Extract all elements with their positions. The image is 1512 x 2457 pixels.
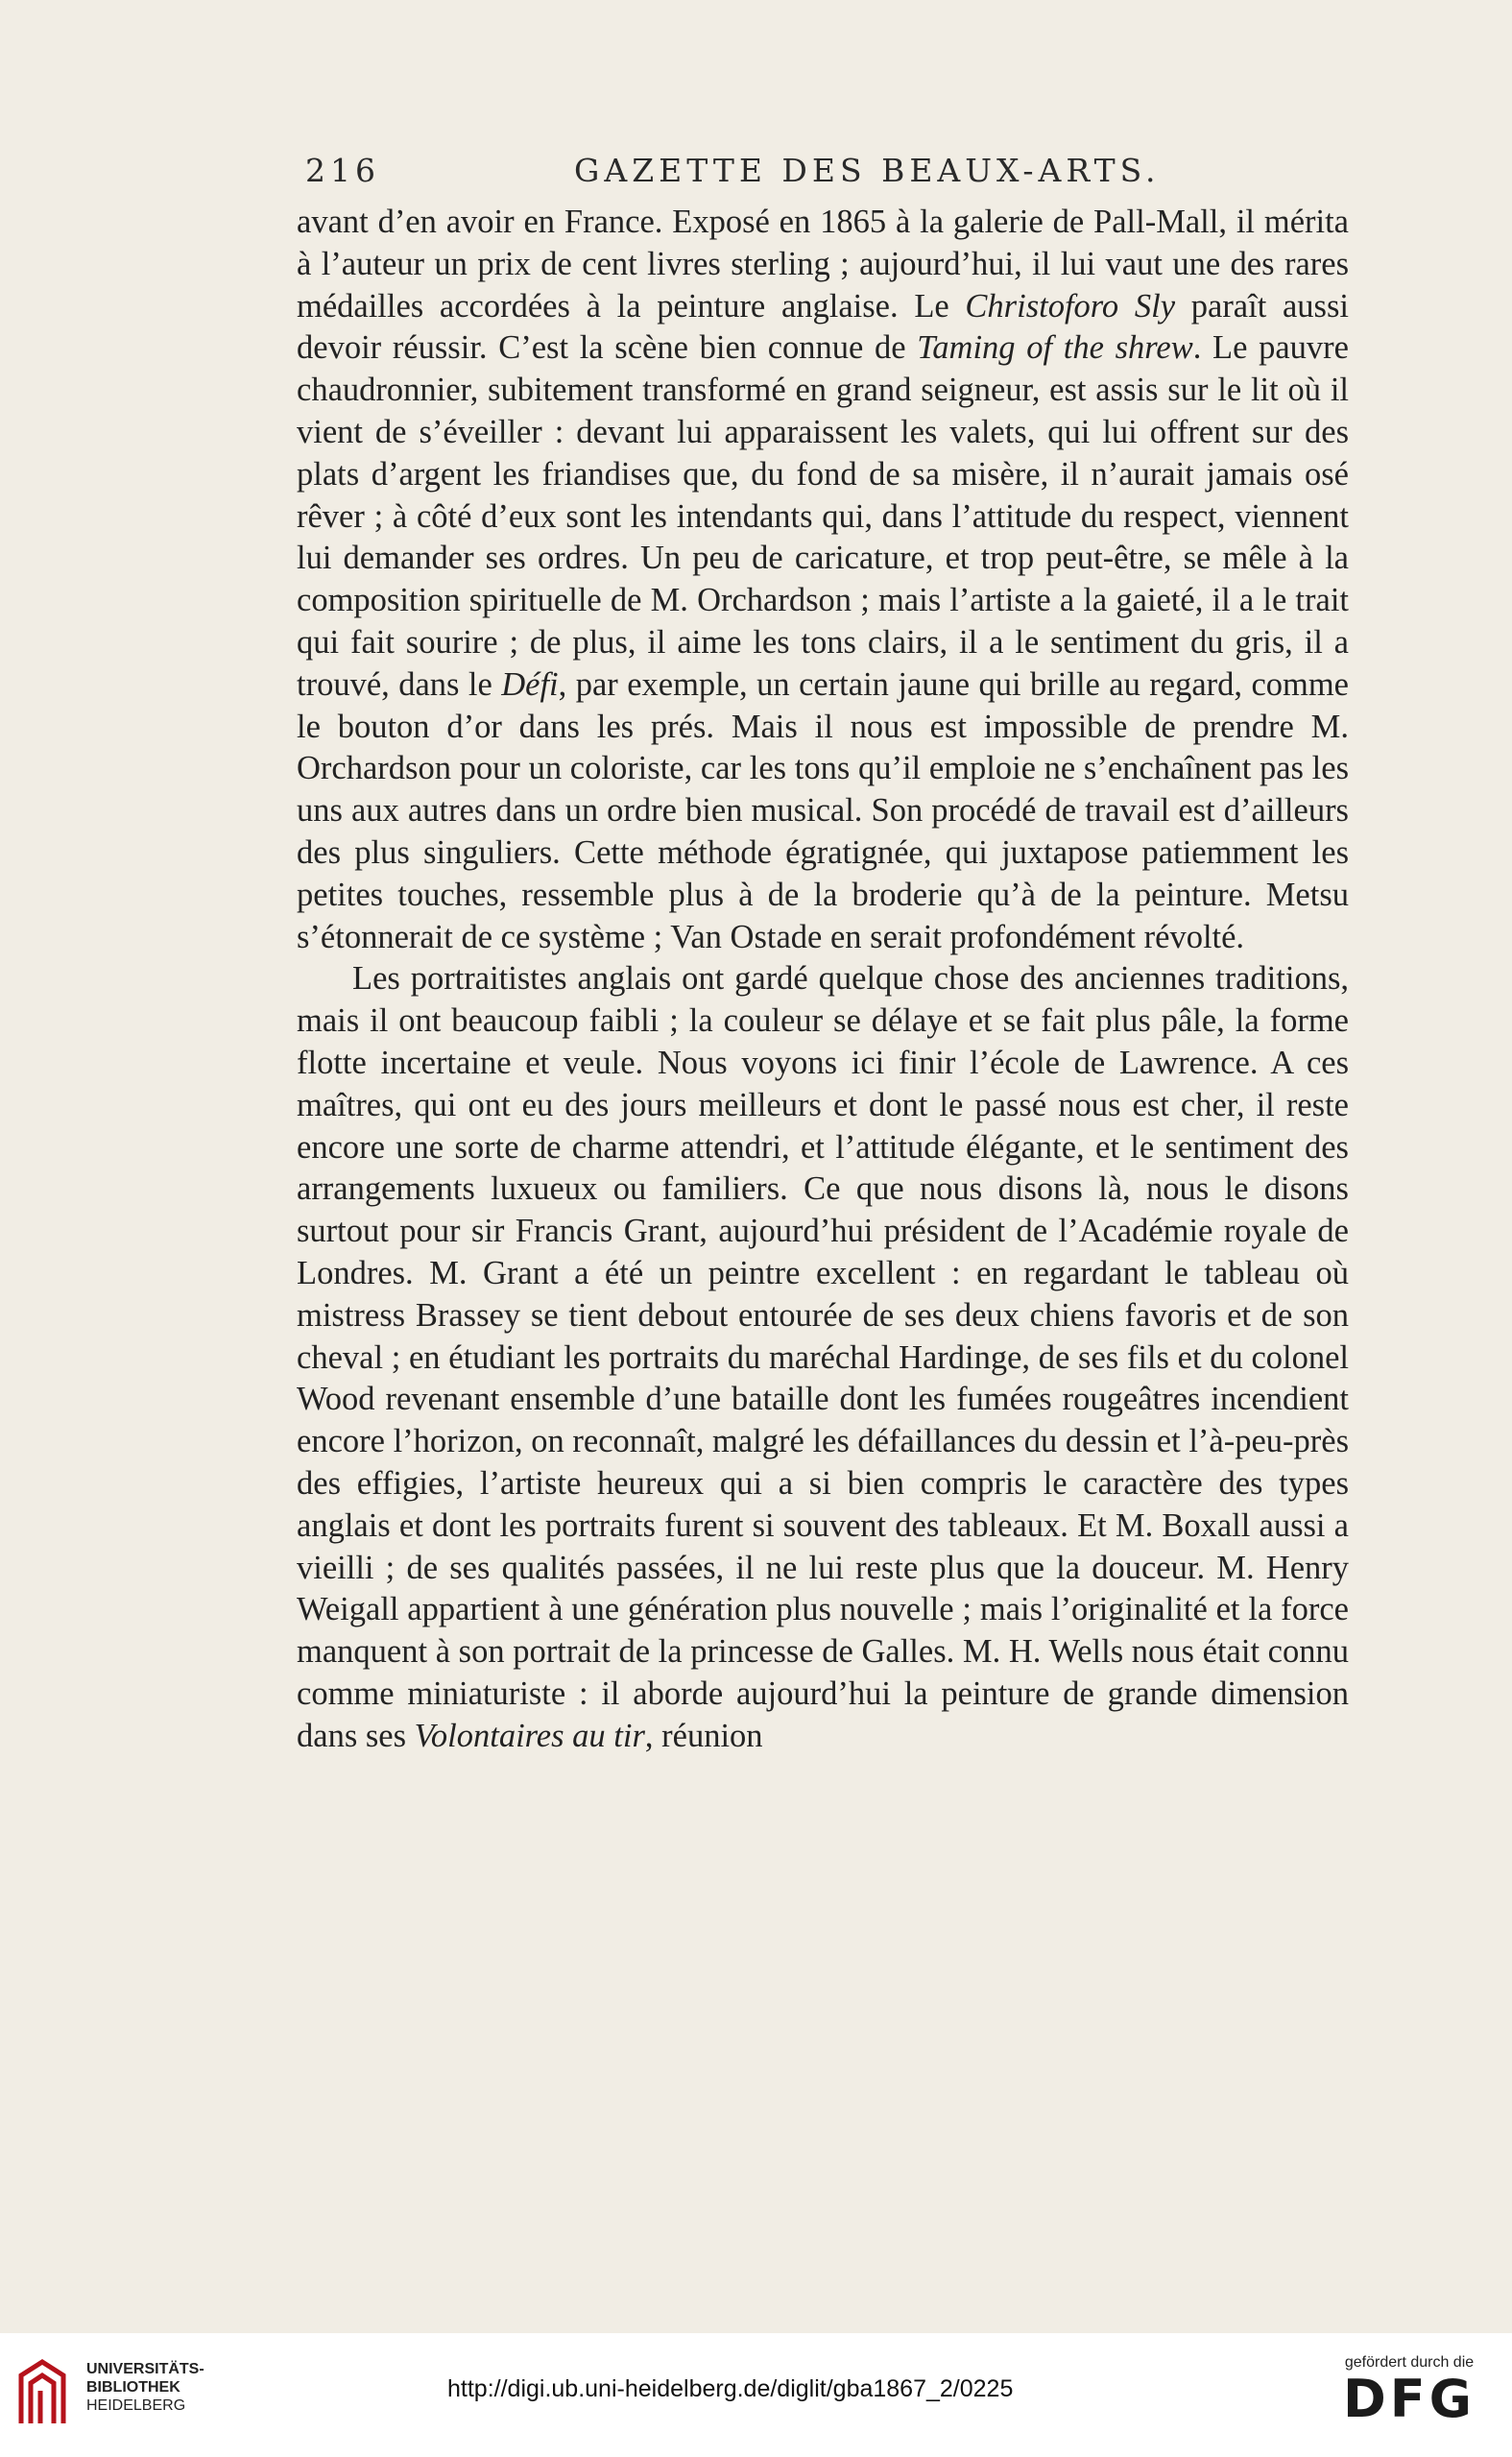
sponsor-block — [1328, 2354, 1491, 2427]
text-run: Les portraitistes anglais ont gardé quelque chose des anciennes traditions, mais il ont beaucoup faibli ; la couleur se délaye et se fait plus pâle, la forme flotte incertaine et veule. Nous voyons ici finir l’école de Lawrence. A ces maîtres, qui ont eu des jours meilleurs et dont le passé nous est cher, il reste encore une sorte de charme attendri, et l’attitude élégante, et le sentiment des arrangements luxueux ou familiers. Ce que nous disons là, nous le disons surtout pour sir Francis Grant, aujourd’hui président de l’Académie royale de Londres. M. Grant a été un peintre excellent : en regardant le tableau où mistress Brassey se tient debout entourée de ses deux chiens favoris et de son cheval ; en étudiant les portraits du maréchal Hardinge, de ses fils et du colonel Wood revenant ensemble d’une bataille dont les fumées rougeâtres incendient encore l’horizon, on reconnaît, malgré les défaillances du dessin et l’à-peu-près des effigies, l’artiste heureux qui a si bien compris le caractère des types anglais et dont les portraits furent si souvent des tableaux. Et M. Boxall aussi a vieilli ; de ses qualités passées, il ne lui reste plus que la douceur. M. Henry Weigall appartient à une génération plus nouvelle ; mais l’originalité et la force manquent à son portrait de la princesse de Galles. M. H. Wells nous était connu comme miniaturiste : il aborde aujourd’hui la peinture de grande dimension dans ses — [297, 960, 1349, 1754]
italic-title: Christoforo Sly — [965, 287, 1176, 325]
body-text — [297, 202, 1349, 1757]
library-name-line1: UNIVERSITÄTS- — [86, 2361, 204, 2377]
journal-title: GAZETTE DES BEAUX-ARTS. — [574, 152, 1161, 189]
dfg-logo: DFG — [1342, 2369, 1476, 2429]
italic-title: Taming of the shrew — [917, 329, 1193, 367]
page-number: 216 — [305, 152, 380, 189]
library-name — [86, 2360, 204, 2415]
italic-title: Défi — [501, 665, 559, 703]
permalink-url[interactable]: http://digi.ub.uni-heidelberg.de/diglit/gba1867_2/0225 — [447, 2375, 1014, 2402]
library-name-line2: BIBLIOTHEK — [86, 2379, 180, 2396]
paragraph-2 — [297, 958, 1349, 1757]
footer-bar — [0, 2333, 1512, 2457]
library-name-line3: HEIDELBERG — [86, 2397, 186, 2414]
sponsor-text: gefördert durch die — [1344, 2354, 1475, 2371]
text-run: paraît aussi devoir réussir. C’est la scène bien connue de — [297, 287, 1349, 367]
text-run: , réunion — [644, 1717, 763, 1754]
text-run: . Le pauvre chaudronnier, subitement transformé en grand seigneur, est assis sur le lit où il vient de s’éveiller : devant lui apparaissent les valets, qui lui offrent sur des plats d’argent les friandises que, du fond de sa misère, il n’aurait jamais osé rêver ; à côté d’eux sont les intendants qui, dans l’attitude du respect, viennent lui demander ses ordres. Un peu de caricature, et trop peut-être, se mêle à la composition spirituelle de M. Orchardson ; mais l’artiste a la gaieté, il a le trait qui fait sourire ; de plus, il aime les tons clairs, il a le sentiment du gris, il a trouvé, dans le — [297, 329, 1349, 703]
paragraph-1 — [297, 202, 1349, 958]
text-run: avant d’en avoir en France. Exposé en 1865 à la galerie de Pall-Mall, il mérita à l’auteur un prix de cent livres sterling ; aujourd’hui, il lui vaut une des rares médailles accordées à la peinture anglaise. Le — [297, 204, 1349, 325]
heidelberg-library-logo-icon — [13, 2356, 71, 2431]
text-run: , par exemple, un certain jaune qui brille au regard, comme le bouton d’or dans les prés. Mais il nous est impossible de prendre M. Orchardson pour un coloriste, car les tons qu’il emploie ne s’enchaînent pas les uns aux autres dans un ordre bien musical. Son procédé de travail est d’ailleurs des plus singuliers. Cette méthode égratignée, qui juxtapose patiemment les petites touches, ressemble plus à de la broderie qu’à de la peinture. Metsu s’étonnerait de ce système ; Van Ostade en serait profondément révolté. — [297, 665, 1349, 955]
italic-title: Volontaires au tir — [414, 1717, 645, 1754]
